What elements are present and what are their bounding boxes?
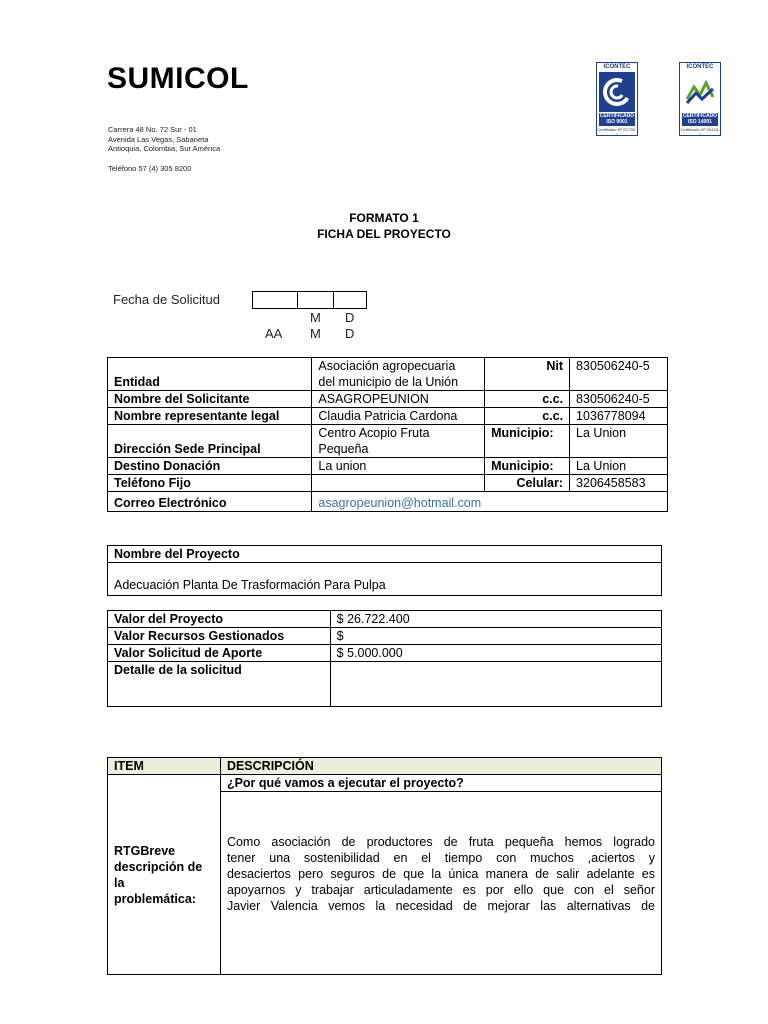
solicitante-value: ASAGROPEUNION xyxy=(312,391,485,408)
celular-label: Celular: xyxy=(485,475,570,492)
items-table xyxy=(107,757,662,975)
cc-value-2: 1036778094 xyxy=(570,408,668,425)
form-title: FORMATO 1 xyxy=(349,211,419,225)
fecha-dd-label: D xyxy=(345,326,355,341)
fecha-mm-label: M xyxy=(310,326,321,341)
fecha-label: Fecha de Solicitud xyxy=(113,292,220,307)
iso-9001-badge: ICONTEC CERTIFICADO ISO 9001 Certificado Nº SC709-1 xyxy=(597,64,637,137)
environment-leaf-icon xyxy=(682,72,718,112)
description-text: Como asociación de productores de fruta pequeña hemos logrado tener una sostenibilidad en el tiempo con muchos ,aciertos y desaciertos pero seguros de que la única manera de salir adelante es apoyarnos y trabajar articuladamente es por ello que con el señor Javier Valencia vemos la necesidad de mejorar las alternativas de xyxy=(220,792,661,975)
form-subtitle: FICHA DEL PROYECTO xyxy=(317,227,451,241)
table-row xyxy=(108,563,662,596)
cc-label-2: c.c. xyxy=(485,408,570,425)
proyecto-value: Adecuación Planta De Trasformación Para Pulpa xyxy=(108,563,662,596)
item-label: RTGBreve descripción de la problemática: xyxy=(108,775,221,975)
recursos-value: $ xyxy=(330,628,661,645)
recursos-label: Valor Recursos Gestionados xyxy=(108,628,331,645)
col-desc-header: DESCRIPCIÓN xyxy=(220,758,661,775)
correo-link[interactable]: asagropeunion@hotmail.com xyxy=(312,492,668,512)
col-item-header: ITEM xyxy=(108,758,221,775)
company-logo: SUMICOL xyxy=(107,62,249,95)
municipio-label-2: Municipio: xyxy=(485,458,570,475)
cc-value-1: 830506240-5 xyxy=(570,391,668,408)
iso-14001-badge: ICONTEC CERTIFICADO ISO 14001 Certificado Nº SA118-1 xyxy=(680,64,720,137)
direccion-label: Dirección Sede Principal xyxy=(108,425,312,458)
table-row xyxy=(108,758,662,775)
valor-proyecto-value: $ 26.722.400 xyxy=(330,611,661,628)
direccion-value: Centro Acopio Fruta Pequeña xyxy=(312,425,485,458)
nit-label: Nit xyxy=(485,358,570,391)
cc-label-1: c.c. xyxy=(485,391,570,408)
telefono-value xyxy=(312,475,485,492)
table-row xyxy=(108,408,668,425)
celular-value: 3206458583 xyxy=(570,475,668,492)
company-address xyxy=(108,125,268,173)
question-text: ¿Por qué vamos a ejecutar el proyecto? xyxy=(220,775,661,792)
fecha-m-label: M xyxy=(310,310,321,325)
fecha-aa-label: AA xyxy=(265,326,283,341)
table-row xyxy=(108,645,662,662)
table-row xyxy=(108,611,662,628)
representante-label: Nombre representante legal xyxy=(108,408,312,425)
icontec-c-icon xyxy=(599,72,635,112)
address-line-2: Avenida Las Vegas, Sabaneta xyxy=(108,134,209,144)
table-row xyxy=(108,358,668,391)
detalle-label: Detalle de la solicitud xyxy=(108,662,331,707)
table-row xyxy=(108,458,668,475)
table-row xyxy=(108,492,668,512)
representante-value: Claudia Patricia Cardona xyxy=(312,408,485,425)
nit-value: 830506240-5 xyxy=(570,358,668,391)
table-row xyxy=(108,425,668,458)
entity-table xyxy=(107,357,668,512)
entidad-value: Asociación agropecuaria del municipio de la Unión xyxy=(312,358,485,391)
telefono-label: Teléfono Fijo xyxy=(108,475,312,492)
fecha-year-box[interactable] xyxy=(252,291,298,309)
fecha-d-label: D xyxy=(345,310,355,325)
address-line-1: Carrera 48 No. 72 Sur - 01 xyxy=(108,125,197,134)
municipio-label-1: Municipio: xyxy=(485,425,570,458)
address-line-3: Antioquia, Colombia, Sur América xyxy=(108,144,221,153)
municipio-value-2: La Union xyxy=(570,458,668,475)
aporte-label: Valor Solicitud de Aporte xyxy=(108,645,331,662)
fecha-month-box[interactable] xyxy=(297,291,334,309)
table-row xyxy=(108,475,668,492)
destino-value: La union xyxy=(312,458,485,475)
proyecto-table xyxy=(107,545,662,596)
destino-label: Destino Donación xyxy=(108,458,312,475)
table-row xyxy=(108,775,662,792)
municipio-value-1: La Union xyxy=(570,425,668,458)
correo-label: Correo Electrónico xyxy=(108,492,312,512)
valores-table xyxy=(107,610,662,707)
valor-proyecto-label: Valor del Proyecto xyxy=(108,611,331,628)
entidad-label: Entidad xyxy=(108,358,312,391)
company-phone: Teléfono 57 (4) 305 8200 xyxy=(108,163,192,173)
table-row xyxy=(108,628,662,645)
table-row xyxy=(108,391,668,408)
detalle-value xyxy=(330,662,661,707)
solicitante-label: Nombre del Solicitante xyxy=(108,391,312,408)
table-row xyxy=(108,662,662,707)
fecha-day-box[interactable] xyxy=(333,291,367,309)
table-row xyxy=(108,546,662,563)
proyecto-label: Nombre del Proyecto xyxy=(108,546,662,563)
aporte-value: $ 5.000.000 xyxy=(330,645,661,662)
